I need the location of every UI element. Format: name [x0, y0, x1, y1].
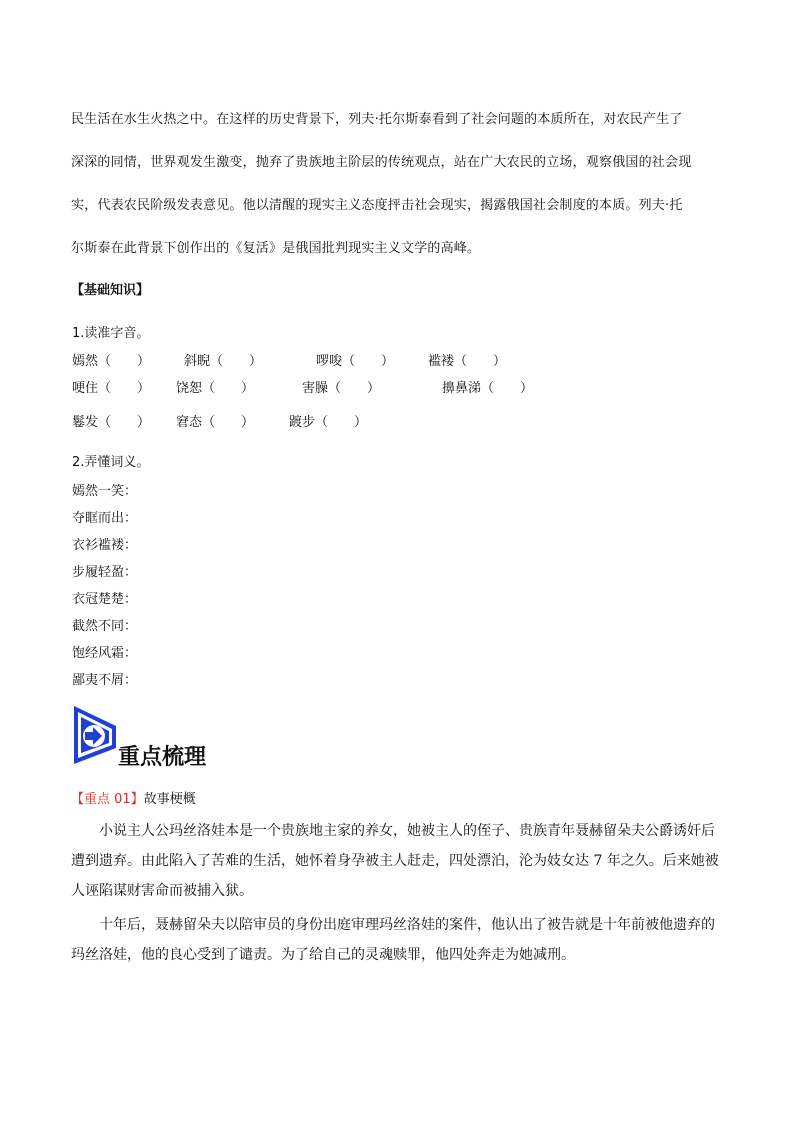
pronunciation-item: 褴褛（ ）	[428, 354, 507, 369]
pronunciation-item: 哽住（ ）	[72, 381, 151, 396]
pronunciation-item: 嫣然（ ）	[72, 354, 151, 369]
pronunciation-item: 啰唆（ ）	[316, 354, 395, 369]
intro-line: 实，代表农民阶级发表意见。他以清醒的现实主义态度抨击社会现实，揭露俄国社会制度的本质。列夫·托	[71, 198, 683, 213]
arrow-right-icon	[72, 704, 118, 766]
pronunciation-item: 害臊（ ）	[302, 381, 381, 396]
intro-line: 深深的同情，世界观发生激变，抛弃了贵族地主阶层的传统观点，站在广大农民的立场，观察俄国的社会现	[71, 155, 692, 170]
section-title: 重点梳理	[118, 744, 207, 770]
vocabulary-item: 衣衫褴褛：	[72, 538, 138, 553]
story-line: 遭到遗弃。由此陷入了苦难的生活，她怀着身孕被主人赶走，四处漂泊，沦为妓女达 7 年之久。后来她被	[71, 853, 719, 869]
pronunciation-item: 斜睨（ ）	[184, 354, 263, 369]
pronunciation-item: 擤鼻涕（ ）	[442, 381, 534, 396]
vocabulary-item: 步履轻盈：	[72, 565, 138, 580]
vocabulary-title: 2.弄懂词义。	[72, 455, 150, 470]
pronunciation-item: 窘态（ ）	[176, 415, 255, 430]
story-line: 玛丝洛娃，他的良心受到了谴责。为了给自己的灵魂赎罪，他四处奔走为她减刑。	[71, 947, 575, 963]
keypoint-title: 故事梗概	[143, 792, 196, 807]
pronunciation-item: 饶恕（ ）	[176, 381, 255, 396]
story-line: 小说主人公玛丝洛娃本是一个贵族地主家的养女，她被主人的侄子、贵族青年聂赫留朵夫公爵诱奸后	[71, 823, 715, 839]
intro-line: 尔斯泰在此背景下创作出的《复活》是俄国批判现实主义文学的高峰。	[71, 241, 481, 256]
pronunciation-title: 1.读准字音。	[72, 326, 150, 341]
vocabulary-item: 鄙夷不屑：	[72, 673, 138, 688]
basics-heading: 【基础知识】	[71, 283, 150, 298]
vocabulary-item: 截然不同：	[72, 619, 138, 634]
vocabulary-item: 夺眶而出：	[72, 511, 138, 526]
keypoint-heading	[71, 788, 196, 807]
vocabulary-item: 衣冠楚楚：	[72, 592, 138, 607]
story-line: 人诬陷谋财害命而被捕入狱。	[71, 883, 253, 899]
story-line: 十年后，聂赫留朵夫以陪审员的身份出庭审理玛丝洛娃的案件，他认出了被告就是十年前被他遗弃的	[71, 917, 715, 933]
intro-line: 民生活在水生火热之中。在这样的历史背景下，列夫·托尔斯泰看到了社会问题的本质所在，对农民产生了	[71, 112, 683, 127]
vocabulary-item: 嫣然一笑：	[72, 484, 138, 499]
vocabulary-item: 饱经风霜：	[72, 646, 138, 661]
keypoint-tag: 【重点 01】	[71, 792, 144, 807]
pronunciation-item: 鬈发（ ）	[72, 415, 151, 430]
pronunciation-item: 踱步（ ）	[289, 415, 368, 430]
